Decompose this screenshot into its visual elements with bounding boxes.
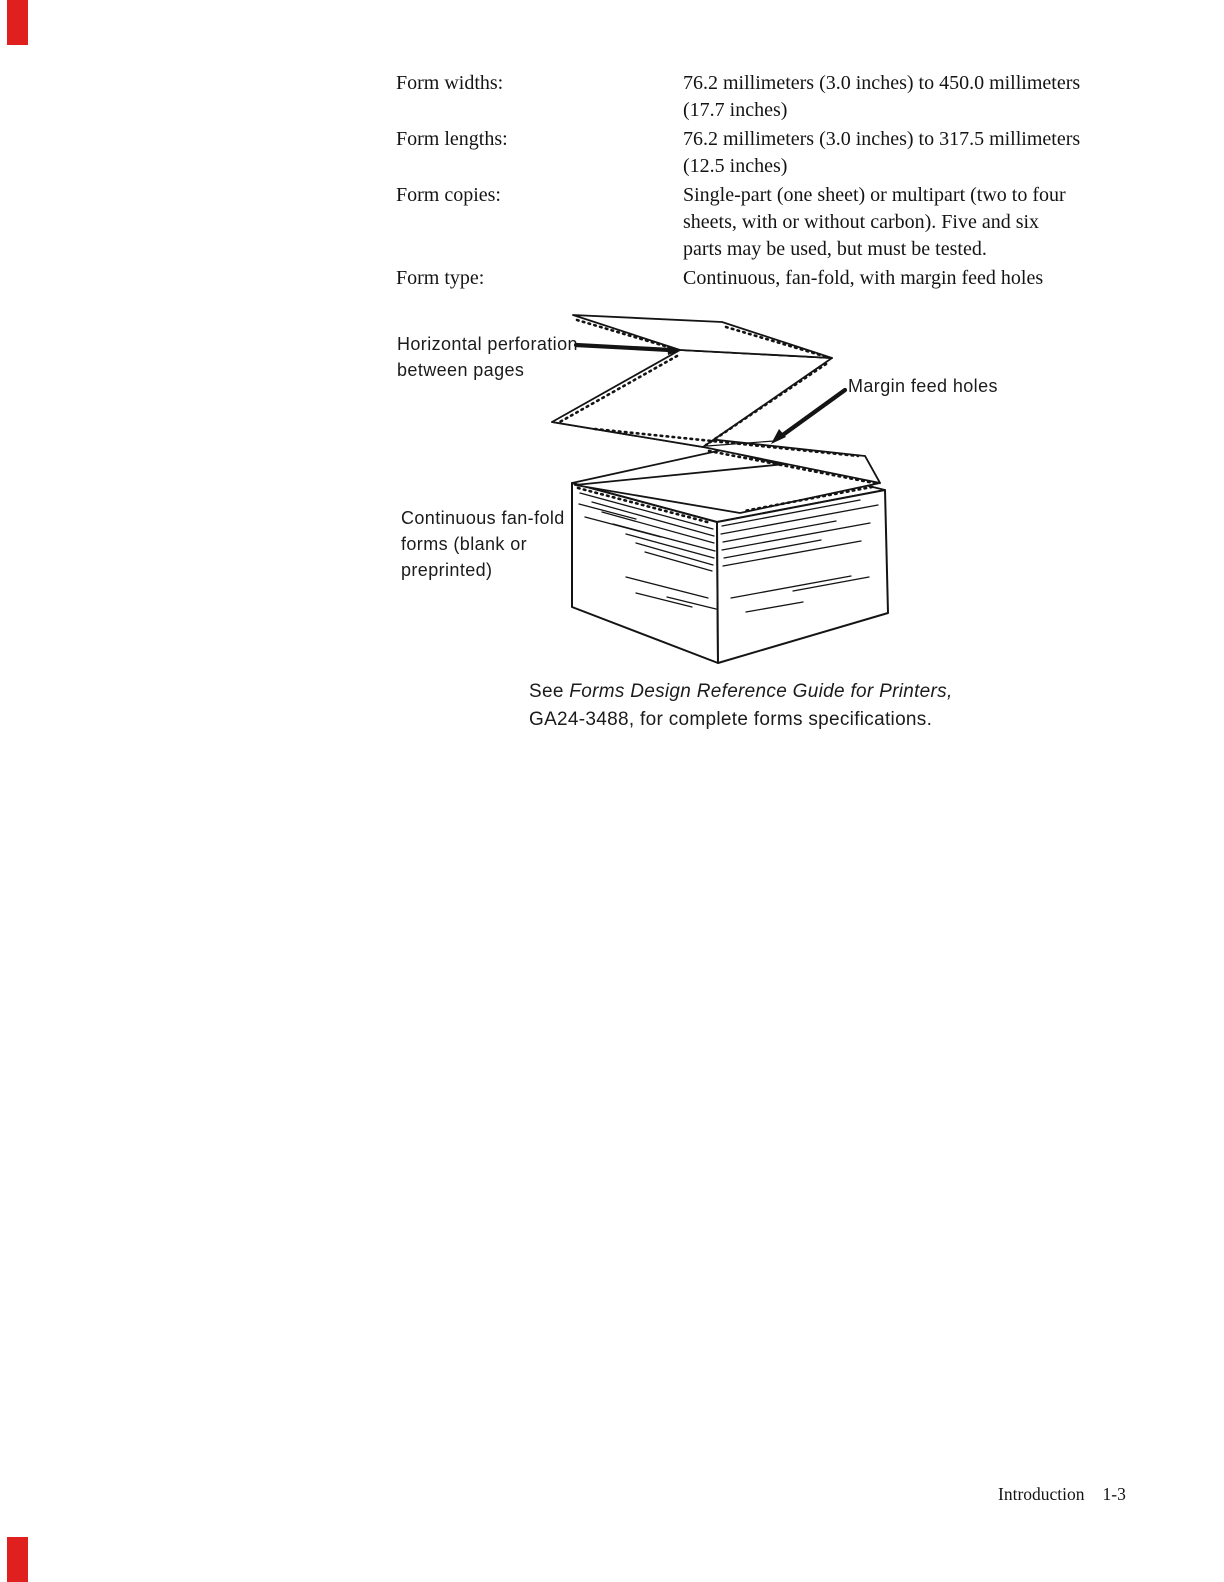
caption-line xyxy=(529,678,953,706)
caption-line: GA24-3488, for complete forms specifications. xyxy=(529,709,933,730)
footer-section-title: Introduction xyxy=(998,1484,1085,1504)
spec-label: Form widths: xyxy=(396,72,504,94)
label-line: Horizontal perforation xyxy=(397,334,578,354)
spec-label: Form type: xyxy=(396,267,485,289)
spec-value-line: sheets, with or without carbon). Five and six xyxy=(683,211,1040,233)
red-edge-mark-bottom xyxy=(7,1537,28,1582)
figure-caption xyxy=(529,678,953,734)
spec-value-line: parts may be used, but must be tested. xyxy=(683,238,987,260)
label-line: preprinted) xyxy=(401,560,493,580)
spec-row-form-type xyxy=(396,265,1136,292)
label-margin-feed-holes: Margin feed holes xyxy=(848,376,998,396)
spec-value xyxy=(683,126,1136,180)
spec-value-line: (17.7 inches) xyxy=(683,99,788,121)
spec-row-form-copies xyxy=(396,182,1136,263)
spec-value-line: Single-part (one sheet) or multipart (two to four xyxy=(683,184,1066,206)
label-line: Continuous fan-fold xyxy=(401,508,565,528)
spec-value xyxy=(683,182,1136,263)
form-specs-list xyxy=(396,70,1136,294)
page-footer xyxy=(998,1484,1126,1505)
caption-document-title: Forms Design Reference Guide for Printers, xyxy=(569,681,953,702)
perforation-pointer-line xyxy=(576,345,682,355)
spec-label: Form copies: xyxy=(396,184,501,206)
red-edge-mark-top xyxy=(7,0,28,45)
spec-value xyxy=(683,265,1136,292)
spec-value-line: (12.5 inches) xyxy=(683,155,788,177)
label-line: forms (blank or xyxy=(401,534,528,554)
spec-label: Form lengths: xyxy=(396,128,508,150)
footer-page-number: 1-3 xyxy=(1102,1484,1126,1504)
fanfold-forms-diagram xyxy=(430,300,1010,680)
label-line: between pages xyxy=(397,360,525,380)
zigzag-sheet-2 xyxy=(552,350,832,447)
caption-prefix: See xyxy=(529,681,570,702)
spec-value-line: 76.2 millimeters (3.0 inches) to 450.0 millimeters xyxy=(683,72,1081,94)
spec-value xyxy=(683,70,1136,124)
spec-value-line: Continuous, fan-fold, with margin feed holes xyxy=(683,267,1044,289)
spec-value-line: 76.2 millimeters (3.0 inches) to 317.5 millimeters xyxy=(683,128,1081,150)
spec-row-form-lengths xyxy=(396,126,1136,180)
spec-row-form-widths xyxy=(396,70,1136,124)
